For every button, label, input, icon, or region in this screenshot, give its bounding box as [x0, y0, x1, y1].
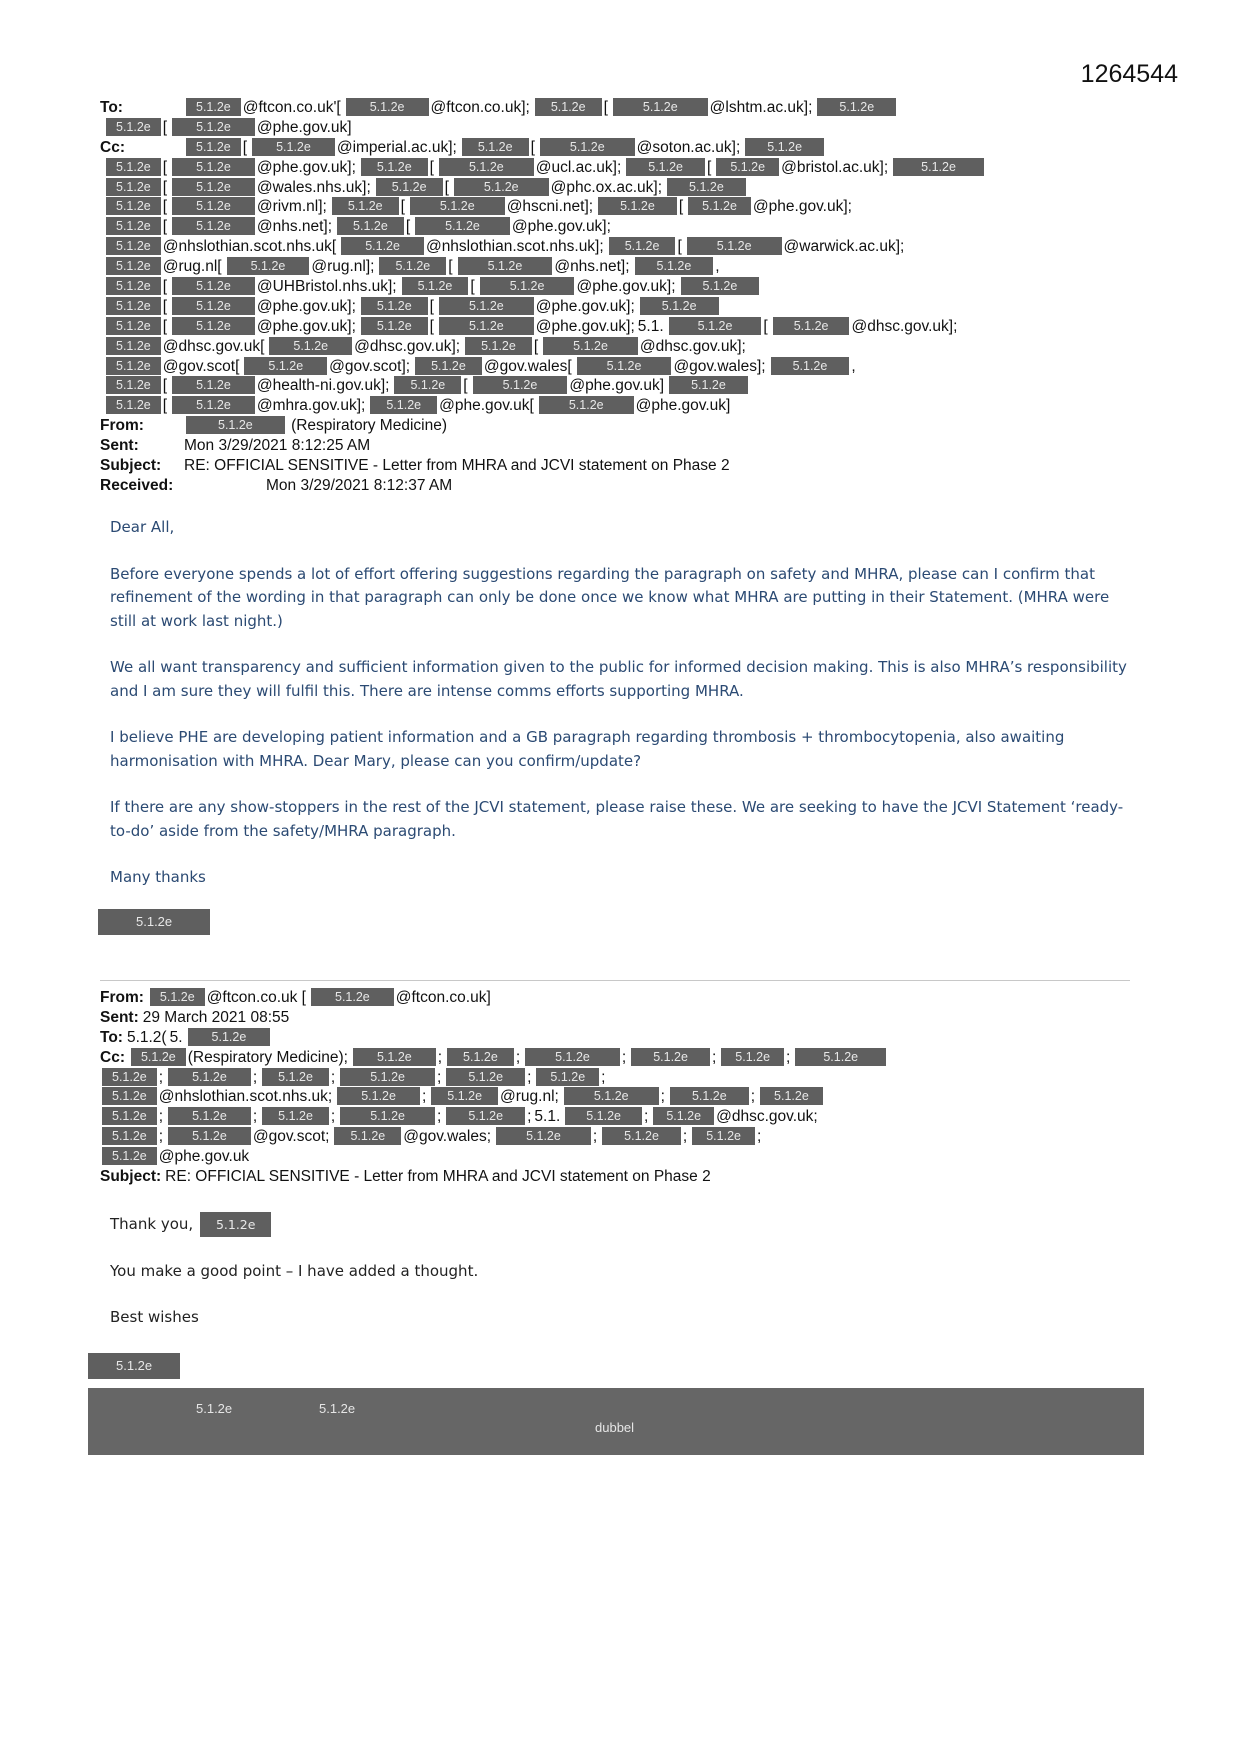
- address-fragment: [: [448, 258, 453, 276]
- address-fragment: @dhsc.gov.uk];: [354, 337, 461, 355]
- email2-subject-line: [100, 1167, 1140, 1187]
- address-fragment: ;: [786, 1048, 791, 1066]
- address-fragment: @nhs.net];: [256, 218, 333, 236]
- redaction: 5.1.2e: [893, 158, 984, 176]
- sent-value: 29 March 2021 08:55: [142, 1008, 290, 1026]
- redaction: 5.1.2e: [379, 257, 446, 275]
- address-fragment: ;: [158, 1108, 164, 1126]
- address-fragment: [: [763, 317, 768, 335]
- redaction: 5.1.2e: [415, 217, 510, 235]
- address-fragment: ;: [621, 1048, 627, 1066]
- address-fragment: ;: [437, 1048, 443, 1066]
- body-text: You make a good point – I have added a thought.: [110, 1262, 479, 1280]
- address-fragment: [: [470, 278, 475, 296]
- address-fragment: @phe.gov.uk: [158, 1148, 250, 1166]
- received-label: Received:: [100, 476, 174, 494]
- redaction: 5.1.2e: [106, 237, 161, 255]
- paragraph: If there are any show-stoppers in the rest of the JCVI statement, please raise these. We are seeking to have the JCVI Statement ‘ready-to-do’ aside from the safety/MHRA paragraph.: [110, 798, 1124, 840]
- redaction: 5.1.2e: [311, 988, 394, 1006]
- redaction: 5.1.2e: [102, 1087, 157, 1105]
- address-fragment: ,: [715, 258, 720, 276]
- address-fragment: @phe.gov.uk];: [535, 297, 635, 315]
- redaction: 5.1.2e: [244, 357, 327, 375]
- redaction: 5.1.2e: [106, 396, 161, 414]
- redaction: 5.1.2e: [473, 376, 568, 394]
- redaction: 5.1.2e: [172, 277, 255, 295]
- address-fragment: @phe.gov.uk];: [511, 218, 611, 236]
- redaction: 5.1.2e: [465, 337, 532, 355]
- redaction: 5.1.2e: [168, 1068, 251, 1086]
- header-line: [100, 237, 1140, 257]
- address-fragment: @mhra.gov.uk];: [256, 397, 366, 415]
- address-fragment: [: [429, 297, 434, 315]
- address-fragment: @phe.gov.uk];: [535, 317, 635, 335]
- address-fragment: ;: [330, 1068, 336, 1086]
- redaction: 5.1.2e: [337, 217, 404, 235]
- address-fragment: @nhs.net];: [554, 258, 630, 276]
- address-fragment: ;: [592, 1128, 598, 1146]
- redaction: 5.1.2e: [795, 1048, 886, 1066]
- redaction: 5.1.2e: [106, 257, 161, 275]
- redaction: 5.1.2e: [188, 1028, 271, 1046]
- header-line: [100, 158, 1140, 178]
- redaction: 5.1.2e: [402, 277, 469, 295]
- redaction: 5.1.2e: [334, 1127, 401, 1145]
- address-fragment: ;: [421, 1088, 427, 1106]
- address-fragment: @phe.gov.uk]: [635, 397, 731, 415]
- redaction: 5.1.2e: [353, 1048, 436, 1066]
- address-fragment: [: [533, 337, 539, 355]
- address-fragment: @rivm.nl];: [256, 198, 327, 216]
- redaction: 5.1.2e: [535, 98, 602, 116]
- address-fragment: ;: [252, 1108, 258, 1126]
- address-fragment: @phe.gov.uk[: [439, 397, 534, 415]
- address-fragment: [: [603, 99, 608, 116]
- redaction: 5.1.2e: [669, 317, 762, 335]
- address-fragment: @ftcon.co.uk [: [206, 989, 306, 1006]
- header-line: [100, 1127, 1140, 1147]
- address-fragment: [: [162, 158, 168, 176]
- redaction: 5.1.2e: [106, 118, 161, 136]
- redaction: 5.1.2e: [716, 158, 779, 176]
- redaction: 5.1.2e: [102, 1127, 157, 1145]
- address-fragment: @rug.nl;: [500, 1088, 559, 1106]
- header-line: [100, 317, 1140, 337]
- redaction: 5.1.2e: [172, 217, 255, 235]
- email2-to-line: [100, 1028, 1140, 1048]
- redaction: 5.1.2e: [168, 1107, 251, 1125]
- redaction: 5.1.2e: [439, 297, 534, 315]
- redaction: 5.1.2e: [370, 396, 437, 414]
- address-fragment: @phe.gov.uk];: [576, 278, 676, 296]
- address-fragment: [: [707, 158, 712, 176]
- header-line: [100, 197, 1140, 217]
- redaction: 5.1.2e: [688, 197, 751, 215]
- address-fragment: ;: [660, 1088, 665, 1106]
- email1-to-block: [100, 98, 1140, 138]
- email1-from-line: [100, 416, 1140, 436]
- address-fragment: [: [530, 138, 535, 156]
- redaction: 5.1.2e: [106, 317, 161, 335]
- address-fragment: ;: [601, 1068, 606, 1086]
- header-line: [100, 277, 1140, 297]
- redaction: 5.1.2e: [102, 1147, 157, 1165]
- address-fragment: @lshtm.ac.uk];: [709, 99, 813, 116]
- redaction: 5.1.2e: [431, 1087, 498, 1105]
- address-fragment: @ftcon.co.uk'[: [242, 99, 341, 116]
- address-fragment: ;: [711, 1048, 717, 1066]
- address-fragment: [: [242, 138, 248, 156]
- address-fragment: ;: [252, 1068, 258, 1086]
- redaction: 5.1.2e: [332, 197, 399, 215]
- header-line: [100, 297, 1140, 317]
- header-line: [100, 178, 1140, 198]
- sent-label: Sent:: [100, 1008, 139, 1026]
- field-label: Cc:: [100, 1048, 125, 1066]
- redaction: 5.1.2e: [341, 237, 424, 255]
- redaction: 5.1.2e: [692, 1127, 755, 1145]
- paragraph: Before everyone spends a lot of effort offering suggestions regarding the paragraph on safety and MHRA, please can I confirm that refinement of the wording in that paragraph can only be done once we know what MHRA are putting in their Statement. (MHRA were still at work last night.): [110, 564, 1110, 630]
- address-fragment: @soton.ac.uk];: [636, 138, 741, 156]
- redaction: 5.1.2e: [262, 1068, 329, 1086]
- sent-value: Mon 3/29/2021 8:12:25 AM: [184, 437, 371, 455]
- address-fragment: @phe.gov.uk];: [256, 158, 356, 176]
- redaction: 5.1.2e: [817, 98, 896, 116]
- redaction: 5.1.2e: [394, 376, 461, 394]
- redaction: 5.1.2e: [771, 357, 850, 375]
- redaction: 5.1.2e: [462, 138, 529, 156]
- thanks-text: Thank you,: [110, 1215, 194, 1233]
- header-line: [100, 1087, 1140, 1107]
- redaction: 5.1.2e: [653, 1107, 714, 1125]
- header-line: [100, 357, 1140, 377]
- redaction: 5.1.2e: [252, 138, 335, 156]
- redaction: 5.1.2e: [626, 158, 705, 176]
- address-fragment: @gov.wales;: [403, 1128, 492, 1146]
- address-fragment: @dhsc.gov.uk];: [851, 317, 958, 335]
- address-fragment: @gov.wales];: [673, 357, 766, 375]
- redaction: 5.1.2e: [565, 1107, 642, 1125]
- address-fragment: @gov.scot;: [252, 1128, 330, 1146]
- received-value: Mon 3/29/2021 8:12:37 AM: [266, 476, 453, 494]
- address-fragment: [: [677, 238, 682, 256]
- footer-label: 5.1.2e: [196, 1401, 233, 1416]
- email1-cc-block: [100, 138, 1140, 416]
- redaction: 5.1.2e: [186, 416, 285, 434]
- address-fragment: [: [162, 397, 168, 415]
- email2-cc-block: [100, 1048, 1140, 1167]
- redaction: 5.1.2e: [536, 1068, 599, 1086]
- email1-subject-line: [100, 456, 1140, 476]
- redaction: 5.1.2e: [458, 257, 553, 275]
- address-fragment: ;: [750, 1088, 756, 1106]
- subject-label: Subject:: [100, 457, 162, 475]
- address-fragment: [: [405, 218, 411, 236]
- redaction: 5.1.2e: [446, 1107, 525, 1125]
- address-fragment: @dhsc.gov.uk];: [639, 337, 746, 355]
- redaction: 5.1.2e: [376, 178, 443, 196]
- redaction: 5.1.2e: [106, 197, 161, 215]
- redaction: 5.1.2e: [598, 197, 677, 215]
- redaction: 5.1.2e: [102, 1107, 157, 1125]
- address-fragment: @rug.nl[: [162, 258, 222, 276]
- address-fragment: @phe.gov.uk]: [256, 118, 352, 136]
- redaction: 5.1.2e: [721, 1048, 784, 1066]
- address-fragment: ;: [437, 1068, 442, 1086]
- header-line: [100, 1048, 1140, 1068]
- email1-received-line: [100, 476, 1140, 496]
- signature-redaction: 5.1.2e: [98, 909, 210, 935]
- address-fragment: ;: [644, 1108, 649, 1126]
- redaction: 5.1.2e: [106, 217, 161, 235]
- redaction: 5.1.2e: [670, 1087, 749, 1105]
- redaction: 5.1.2e: [186, 138, 241, 156]
- address-fragment: [: [678, 198, 684, 216]
- redaction: 5.1.2e: [577, 357, 672, 375]
- redaction: 5.1.2e: [340, 1107, 435, 1125]
- redaction: 5.1.2e: [150, 988, 205, 1006]
- address-fragment: @ucl.ac.uk];: [535, 158, 622, 176]
- field-label: Cc:: [100, 138, 125, 156]
- address-fragment: ;: [437, 1108, 442, 1126]
- address-fragment: [: [400, 198, 405, 216]
- header-line: [100, 217, 1140, 237]
- from-value: (Respiratory Medicine): [291, 417, 447, 435]
- address-fragment: ;: [682, 1128, 688, 1146]
- email1-body: [110, 516, 1130, 913]
- redaction: 5.1.2e: [106, 178, 161, 196]
- subject-label: Subject:: [100, 1168, 162, 1186]
- address-fragment: @dhsc.gov.uk;: [716, 1108, 818, 1126]
- signature-redaction: 5.1.2e: [88, 1353, 180, 1379]
- footer-label: 5.1.2e: [319, 1401, 356, 1416]
- redaction: 5.1.2e: [172, 376, 255, 394]
- subject-value: RE: OFFICIAL SENSITIVE - Letter from MHRA and JCVI statement on Phase 2: [165, 1168, 711, 1186]
- header-line: [100, 376, 1140, 396]
- thanks-line: [110, 1212, 1110, 1237]
- redaction: 5.1.2e: [446, 1068, 525, 1086]
- address-fragment: [: [444, 178, 449, 196]
- header-line: [100, 118, 1140, 138]
- redaction: 5.1.2e: [227, 257, 310, 275]
- field-label: To:: [100, 1028, 123, 1046]
- signoff: Best wishes: [110, 1308, 199, 1326]
- address-fragment: @nhslothian.scot.nhs.uk];: [425, 238, 604, 256]
- address-fragment: ;: [158, 1068, 164, 1086]
- address-fragment: [: [162, 198, 168, 216]
- redaction: 5.1.2e: [669, 376, 748, 394]
- redaction: 5.1.2e: [543, 337, 638, 355]
- redaction: 5.1.2e: [410, 197, 505, 215]
- header-line: [100, 988, 1140, 1008]
- footer-stamp: dubbel: [595, 1420, 635, 1435]
- redaction: 5.1.2e: [609, 237, 676, 255]
- address-fragment: (Respiratory Medicine);: [187, 1048, 348, 1066]
- email2-header: [100, 988, 1140, 1187]
- address-fragment: @phe.gov.uk]: [569, 377, 665, 395]
- paragraph: I believe PHE are developing patient information and a GB paragraph regarding thrombosis + thrombocytopenia, also awaiting harmonisation with MHRA. Dear Mary, please can you confirm/update?: [110, 728, 1065, 770]
- address-fragment: @imperial.ac.uk];: [336, 138, 457, 156]
- header-line: [100, 138, 1140, 158]
- redaction: 5.1.2e: [361, 317, 428, 335]
- address-fragment: ;: [515, 1048, 521, 1066]
- email2-body: [110, 1212, 1110, 1352]
- email2-sent-line: [100, 1008, 1140, 1028]
- email1-header: [100, 98, 1140, 496]
- redaction: 5.1.2e: [106, 376, 161, 394]
- redaction: 5.1.2e: [186, 98, 241, 116]
- redaction: 5.1.2e: [106, 277, 161, 295]
- header-line: [100, 1147, 1140, 1167]
- address-fragment: ;: [527, 1108, 532, 1126]
- redaction: 5.1.2e: [687, 237, 782, 255]
- redaction: 5.1.2e: [447, 1048, 514, 1066]
- address-fragment: 5.1.2(: [126, 1028, 167, 1046]
- redaction: 5.1.2e: [106, 337, 161, 355]
- redaction: 5.1.2e: [773, 317, 850, 335]
- address-fragment: [: [162, 278, 168, 296]
- redaction: 5.1.2e: [131, 1048, 186, 1066]
- redaction: 5.1.2e: [564, 1087, 659, 1105]
- redaction: 5.1.2e: [745, 138, 824, 156]
- paragraph: We all want transparency and sufficient information given to the public for informed decision making. This is also MHRA’s responsibility and I am sure they will fulfil this. There are intense comms efforts supporting MHRA.: [110, 658, 1127, 700]
- redaction: 5.1.2e: [269, 337, 352, 355]
- address-fragment: @bristol.ac.uk];: [781, 158, 889, 176]
- redaction: 5.1.2e: [602, 1127, 681, 1145]
- address-fragment: @nhslothian.scot.nhs.uk[: [162, 238, 337, 256]
- address-fragment: @warwick.ac.uk];: [783, 238, 905, 256]
- address-fragment: 5.: [169, 1028, 183, 1046]
- greeting: Dear All,: [110, 518, 175, 536]
- email1-sent-line: [100, 436, 1140, 456]
- address-fragment: [: [162, 118, 168, 136]
- redaction: 5.1.2e: [525, 1048, 620, 1066]
- address-fragment: [: [162, 377, 168, 395]
- redaction: 5.1.2e: [337, 1087, 420, 1105]
- address-fragment: @phc.ox.ac.uk];: [550, 178, 663, 196]
- address-fragment: @health-ni.gov.uk];: [256, 377, 390, 395]
- email2-from-line: [100, 988, 1140, 1008]
- address-fragment: [: [429, 317, 434, 335]
- document-number: 1264544: [1080, 60, 1178, 88]
- address-fragment: ;: [158, 1128, 164, 1146]
- field-label: To:: [100, 99, 123, 116]
- sent-label: Sent:: [100, 437, 139, 455]
- address-fragment: @dhsc.gov.uk[: [162, 337, 265, 355]
- address-fragment: ,: [851, 357, 856, 375]
- redaction: 5.1.2e: [172, 158, 255, 176]
- redaction: 5.1.2e: [640, 297, 719, 315]
- redaction: 5.1.2e: [106, 357, 161, 375]
- address-fragment: @phe.gov.uk];: [256, 317, 356, 335]
- address-fragment: [: [463, 377, 468, 395]
- address-fragment: ;: [527, 1068, 532, 1086]
- redaction: 5.1.2e: [415, 357, 482, 375]
- redaction: 5.1.2e: [106, 297, 161, 315]
- redaction: 5.1.2e: [106, 158, 161, 176]
- redaction: 5.1.2e: [172, 317, 255, 335]
- address-fragment: @gov.scot[: [162, 357, 240, 375]
- redaction: 5.1.2e: [361, 158, 428, 176]
- signoff: Many thanks: [110, 868, 206, 886]
- redaction: 5.1.2e: [496, 1127, 591, 1145]
- address-fragment: [: [162, 317, 168, 335]
- footer-redaction-bar: [88, 1388, 1144, 1455]
- subject-value: RE: OFFICIAL SENSITIVE - Letter from MHRA and JCVI statement on Phase 2: [184, 457, 730, 475]
- address-fragment: [: [429, 158, 434, 176]
- redaction: 5.1.2e: [439, 317, 534, 335]
- redaction: 5.1.2e: [539, 396, 634, 414]
- redaction: 5.1.2e: [667, 178, 746, 196]
- redaction: 5.1.2e: [681, 277, 760, 295]
- field-label: From:: [100, 989, 144, 1006]
- redaction: 5.1.2e: [439, 158, 534, 176]
- address-fragment: @wales.nhs.uk];: [256, 178, 371, 196]
- header-line: [100, 396, 1140, 416]
- address-fragment: @hscni.net];: [506, 198, 594, 216]
- redaction: 5.1.2e: [635, 257, 714, 275]
- redaction: 5.1.2e: [454, 178, 549, 196]
- address-fragment: 5.1.: [534, 1108, 561, 1126]
- address-fragment: @ftcon.co.uk];: [430, 99, 530, 116]
- address-fragment: [: [162, 218, 168, 236]
- header-line: [100, 337, 1140, 357]
- redaction: 5.1.2e: [340, 1068, 435, 1086]
- redaction: 5.1.2e: [172, 118, 255, 136]
- address-fragment: [: [162, 178, 168, 196]
- address-fragment: @ftcon.co.uk]: [395, 989, 491, 1006]
- header-line: [100, 1068, 1140, 1088]
- divider: [100, 980, 1130, 981]
- address-fragment: ;: [330, 1108, 336, 1126]
- from-label: From:: [100, 417, 144, 435]
- redaction: 5.1.2e: [540, 138, 635, 156]
- redaction: 5.1.2e: [760, 1087, 823, 1105]
- header-line: [100, 257, 1140, 277]
- redaction: 5.1.2e: [346, 98, 429, 116]
- redaction: 5.1.2e: [172, 197, 255, 215]
- redaction: 5.1.2e: [631, 1048, 710, 1066]
- redaction: 5.1.2e: [613, 98, 708, 116]
- header-line: [100, 1028, 1140, 1048]
- redaction: 5.1.2e: [200, 1212, 272, 1237]
- redaction: 5.1.2e: [172, 297, 255, 315]
- address-fragment: ;: [756, 1128, 762, 1146]
- redaction: 5.1.2e: [172, 178, 255, 196]
- address-fragment: @gov.scot];: [329, 357, 411, 375]
- address-fragment: @phe.gov.uk];: [752, 198, 852, 216]
- address-fragment: @UHBristol.nhs.uk];: [256, 278, 397, 296]
- redaction: 5.1.2e: [102, 1068, 157, 1086]
- address-fragment: @nhslothian.scot.nhs.uk;: [158, 1088, 333, 1106]
- redaction: 5.1.2e: [361, 297, 428, 315]
- address-fragment: 5.1.: [637, 317, 664, 335]
- redaction: 5.1.2e: [168, 1127, 251, 1145]
- address-fragment: [: [162, 297, 168, 315]
- address-fragment: @rug.nl];: [311, 258, 375, 276]
- redaction: 5.1.2e: [172, 396, 255, 414]
- redaction: 5.1.2e: [480, 277, 575, 295]
- address-fragment: @phe.gov.uk];: [256, 297, 356, 315]
- redaction: 5.1.2e: [262, 1107, 329, 1125]
- address-fragment: @gov.wales[: [483, 357, 572, 375]
- header-line: [100, 1107, 1140, 1127]
- header-line: [100, 98, 1140, 118]
